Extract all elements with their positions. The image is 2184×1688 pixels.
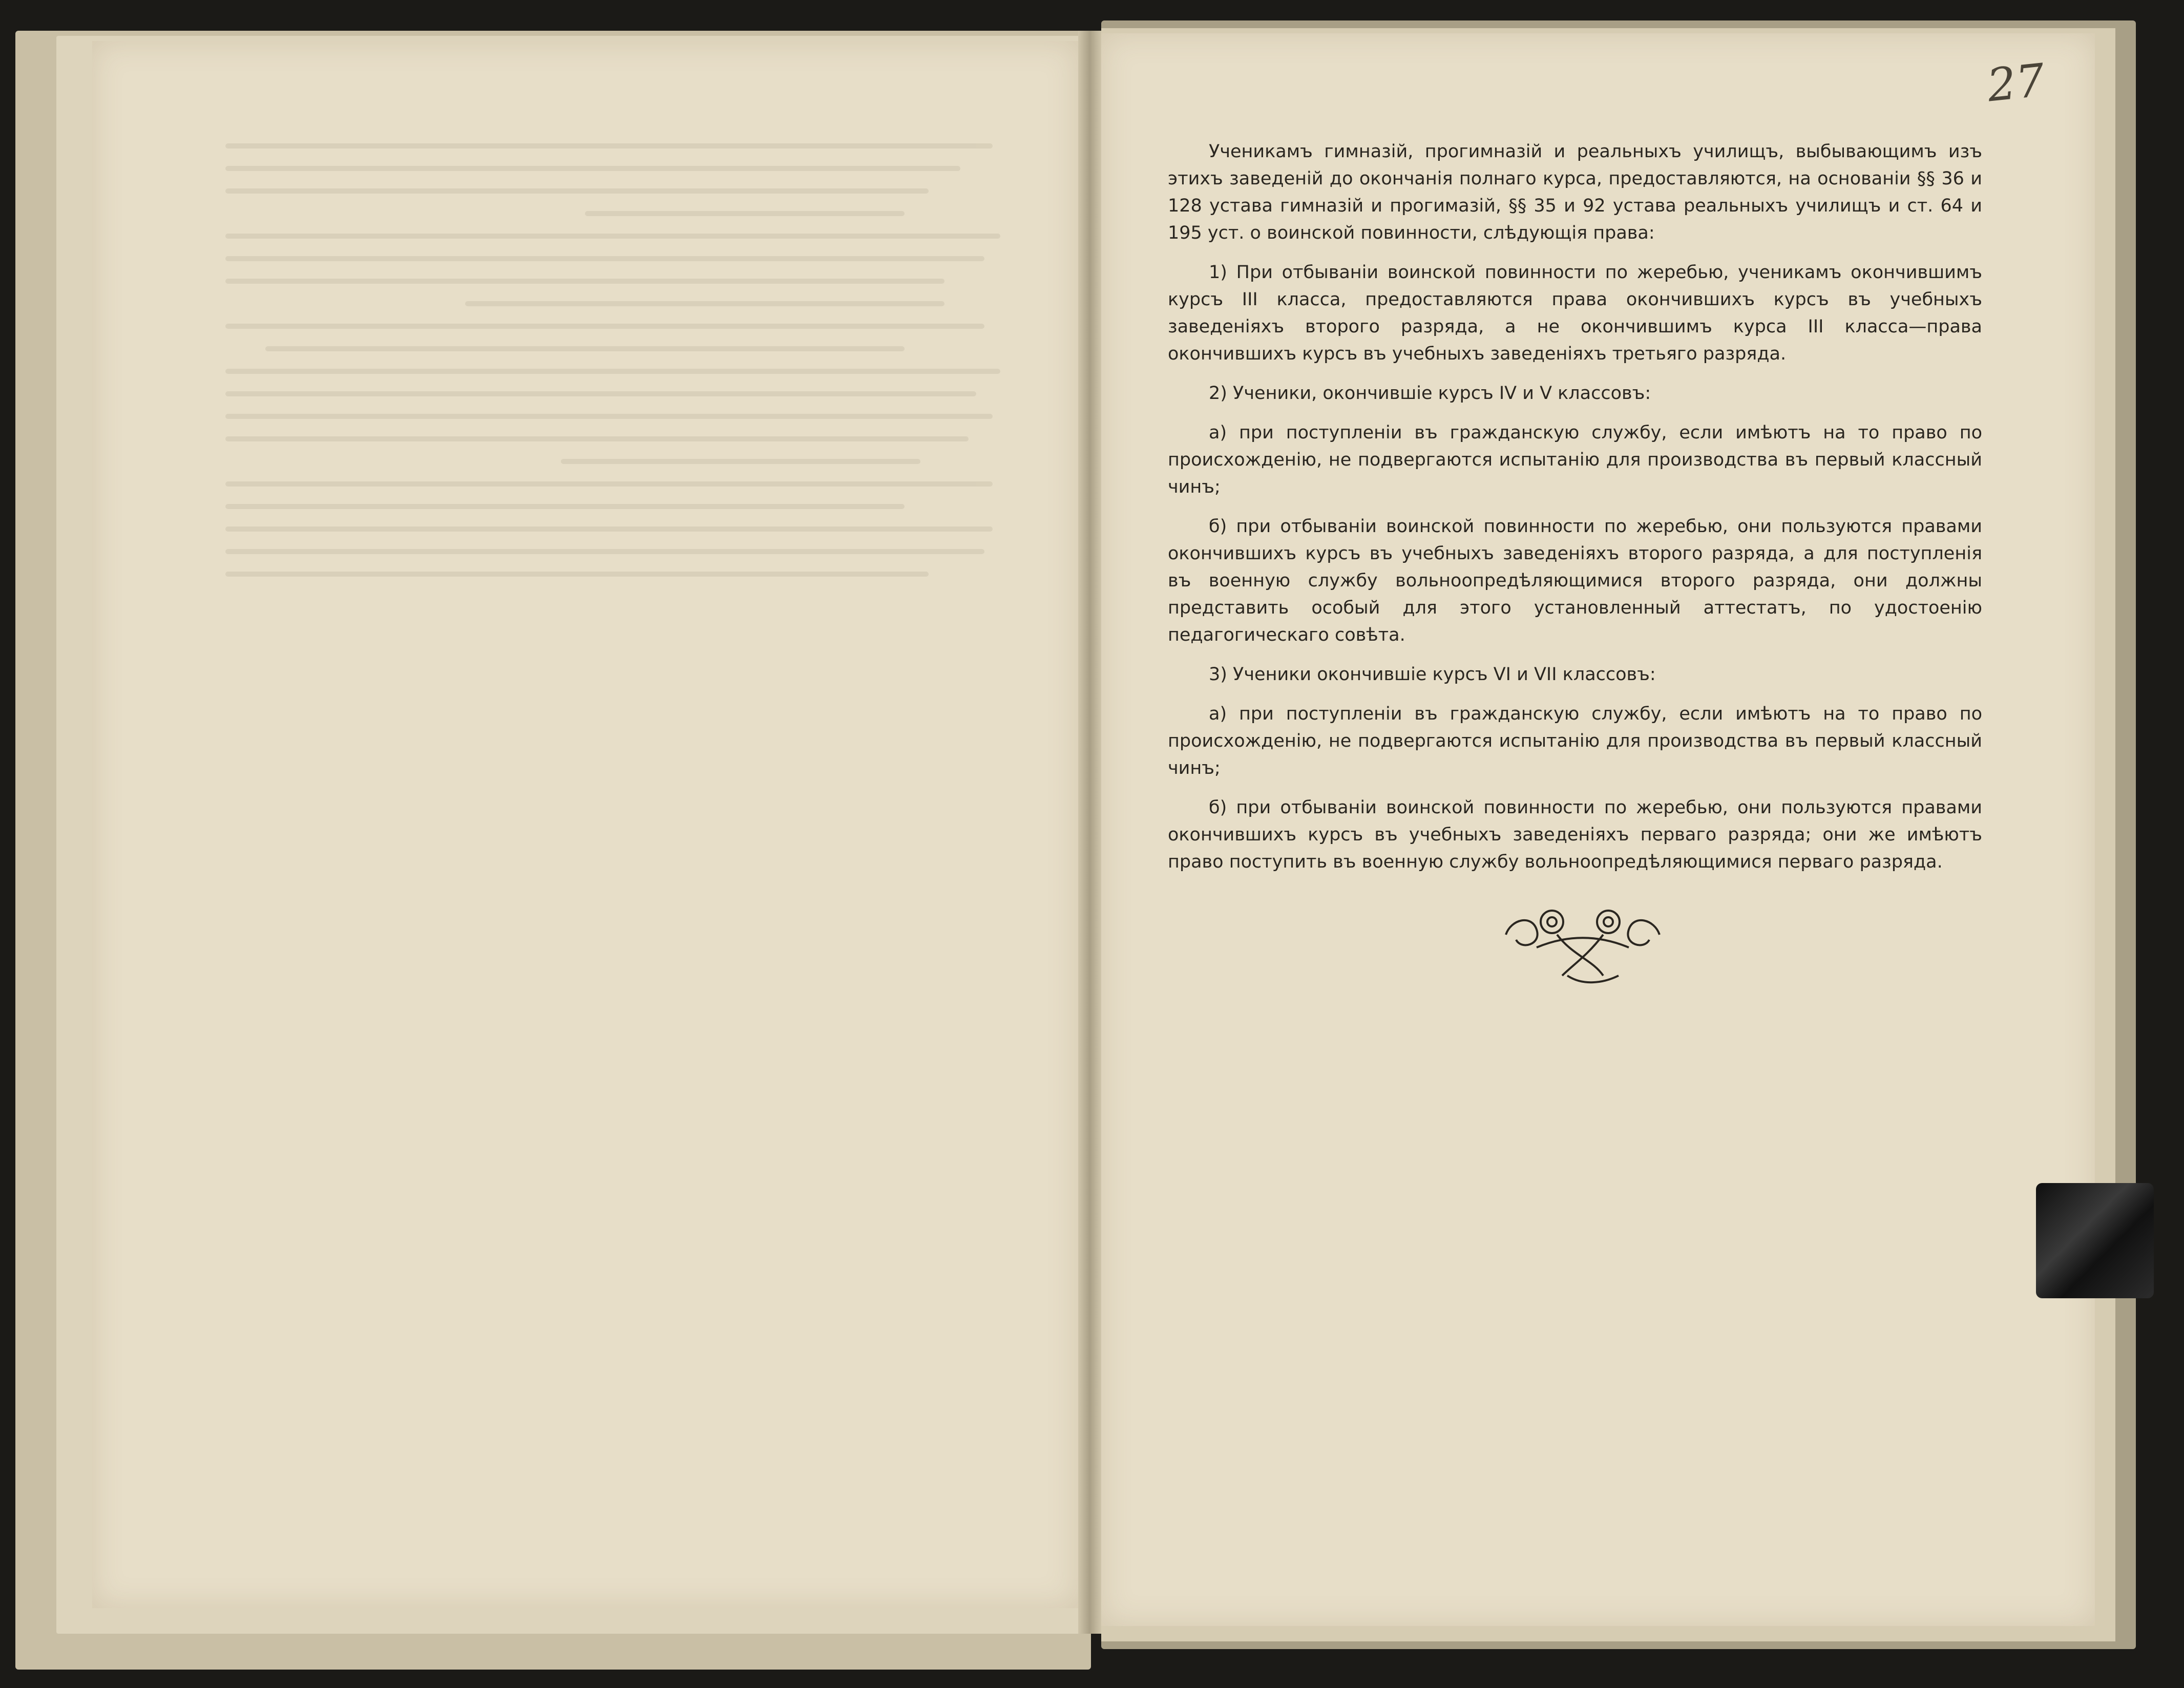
paragraph-2: 2) Ученики, окончившіе курсъ IV и V классовъ: [1209,383,1651,404]
bleed-through-text [225,143,1024,809]
paragraph-2b: б) при отбываніи воинской повинности по жеребью, они пользуются правами окончившихъ курсъ въ учебныхъ заведеніяхъ второго разряда, а для поступленія въ военную службу вольноопредѣляющимися второго разряда, они должны представить особый для этого установленный аттестатъ, по удостоенію педагогическаго совѣта. [1168,516,1982,645]
paragraph-2a: а) при поступленіи въ гражданскую службу, если имѣютъ на то право по происхожденію, не подвергаются испытанію для производства въ первый классный чинъ; [1168,423,1982,497]
document-text [1168,138,1982,888]
paragraph-3: 3) Ученики окончившіе курсъ VI и VII классовъ: [1209,664,1656,685]
paragraph-3a: а) при поступленіи въ гражданскую службу, если имѣютъ на то право по происхожденію, не подвергаются испытанію для производства въ первый классный чинъ; [1168,704,1982,778]
binder-clip [2036,1183,2154,1298]
floral-ornament-icon [1501,899,1665,991]
book-gutter [1078,31,1101,1634]
paragraph-intro: Ученикамъ гимназій, прогимназій и реальныхъ училищъ, выбывающимъ изъ этихъ заведеній до окончанія полнаго курса, предоставляются, на основаніи §§ 36 и 128 устава гимназій и прогимазій, §§ 35 и 92 устава реальныхъ училищъ и ст. 64 и 195 уст. о воинской повинности, слѣдующія права: [1168,141,1982,243]
page-number: 27 [1984,53,2048,112]
paragraph-3b: б) при отбываніи воинской повинности по жеребью, они пользуются правами окончившихъ курсъ въ учебныхъ заведеніяхъ перваго разряда; они же имѣютъ право поступить въ военную службу вольноопредѣляющимися перваго разряда. [1168,797,1982,872]
paragraph-1: 1) При отбываніи воинской повинности по жеребью, ученикамъ окончившимъ курсъ III класса, предоставляются права окончившихъ курсъ въ учебныхъ заведеніяхъ второго разряда, а не окончившимъ курса III класса—права окончившихъ курсъ въ учебныхъ заведеніяхъ третьяго разряда. [1168,262,1982,364]
